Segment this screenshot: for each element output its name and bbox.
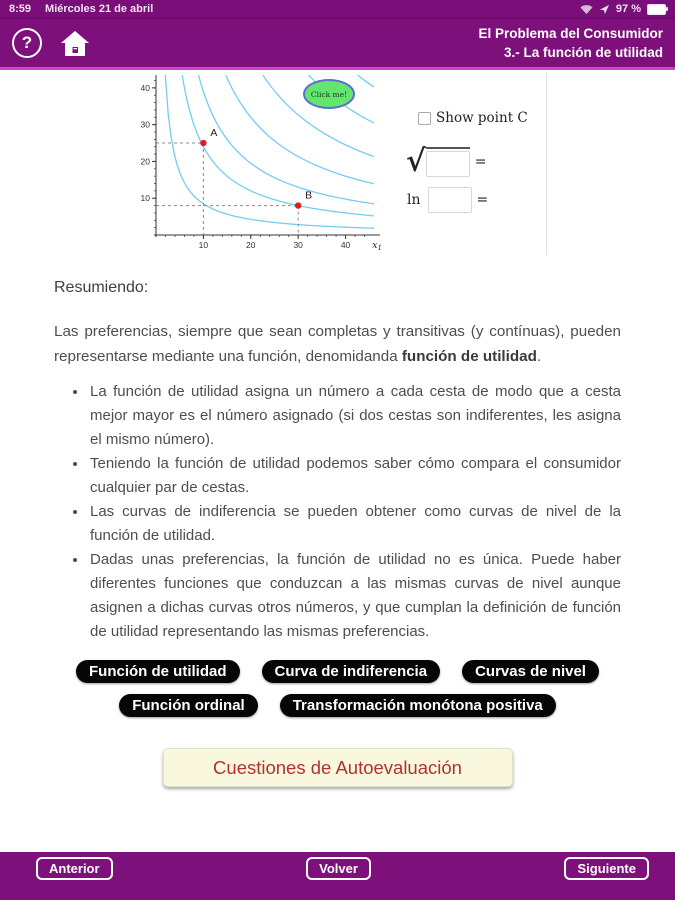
wifi-icon [580, 4, 593, 15]
ln-label: ln [407, 192, 421, 208]
svg-text:30: 30 [293, 240, 303, 250]
navigation-bar [0, 852, 675, 900]
previous-button[interactable]: Anterior [36, 857, 113, 880]
main-content [0, 73, 675, 852]
paragraph-text: Las preferencias, siempre que sean completas y transitivas (y contínuas), pueden representarse mediante una función, denomidanda [54, 323, 621, 365]
home-button[interactable] [60, 30, 90, 57]
app-header [0, 19, 675, 70]
section-title: 3.- La función de utilidad [503, 45, 663, 60]
svg-text:40: 40 [340, 240, 351, 250]
indifference-curves-chart[interactable] [134, 75, 390, 259]
svg-text:10: 10 [140, 193, 150, 204]
battery-percent: 97 % [615, 3, 641, 15]
status-bar [0, 0, 675, 19]
click-me-label: Click me! [310, 89, 348, 99]
paragraph-bold-term: función de utilidad [401, 348, 537, 365]
ln-input[interactable] [428, 187, 472, 213]
next-button[interactable]: Siguiente [564, 857, 649, 880]
location-arrow-icon [599, 4, 610, 15]
summary-paragraph [54, 319, 621, 369]
list-item: • La función de utilidad asigna un número a cada cesta de modo que a cesta mejor mayor es el número asignado (si dos cestas son indiferentes, les asigna el mismo número). [88, 380, 621, 452]
list-item: • Las curvas de indiferencia se pueden obtener como curvas de nivel de la función de utilidad. [88, 500, 621, 548]
list-item: • Teniendo la función de utilidad podemos saber cómo compara el consumidor cualquier par de cestas. [88, 452, 621, 500]
status-date: Miércoles 21 de abril [45, 3, 154, 15]
pill-transformacion-monotona[interactable]: Transformación monótona positiva [280, 694, 556, 717]
self-assessment-label: Cuestiones de Autoevaluación [213, 756, 462, 778]
help-icon: ? [21, 33, 33, 52]
sqrt-icon: √ [406, 144, 426, 179]
home-icon [60, 30, 90, 57]
pill-curva-de-indiferencia[interactable]: Curva de indiferencia [262, 660, 441, 683]
help-button[interactable] [12, 28, 42, 58]
svg-text:30: 30 [140, 119, 150, 130]
summary-bullet-list [54, 380, 621, 644]
battery-icon [647, 4, 666, 15]
show-point-c-label: Show point C [436, 110, 528, 126]
utility-applet [0, 73, 675, 261]
svg-text:20: 20 [140, 156, 150, 167]
self-assessment-button[interactable] [163, 748, 513, 787]
summary-heading: Resumiendo: [54, 279, 149, 296]
sqrt-equals: = [474, 154, 487, 170]
svg-text:x1: $x_1$ [372, 240, 382, 252]
list-item: • Dadas unas preferencias, la función de utilidad no es única. Puede haber diferentes funciones que conduzcan a las mismas curvas de nivel aunque asignen a dichas curvas otros números, y que cumplan la definición de función de utilidad representando las mismas preferencias. [88, 548, 621, 644]
concept-pills-row-1 [0, 660, 675, 683]
svg-text:A: A [210, 127, 218, 140]
course-title: El Problema del Consumidor [478, 26, 663, 41]
back-button[interactable]: Volver [306, 857, 371, 880]
show-point-c-checkbox[interactable] [418, 112, 431, 125]
svg-text:40: 40 [140, 82, 150, 93]
pill-funcion-de-utilidad[interactable]: Función de utilidad [76, 660, 240, 683]
ln-equals: = [476, 192, 489, 208]
svg-text:10: 10 [198, 240, 209, 250]
page-title [478, 24, 663, 62]
applet-divider [546, 73, 547, 255]
click-me-button[interactable] [303, 79, 355, 109]
concept-pills-row-2 [0, 694, 675, 717]
paragraph-period: . [536, 348, 542, 365]
svg-text:20: 20 [246, 240, 256, 250]
status-time: 8:59 [9, 3, 32, 15]
sqrt-input[interactable] [426, 151, 470, 177]
svg-text:B: B [305, 189, 313, 202]
pill-funcion-ordinal[interactable]: Función ordinal [119, 694, 258, 717]
pill-curvas-de-nivel[interactable]: Curvas de nivel [462, 660, 599, 683]
